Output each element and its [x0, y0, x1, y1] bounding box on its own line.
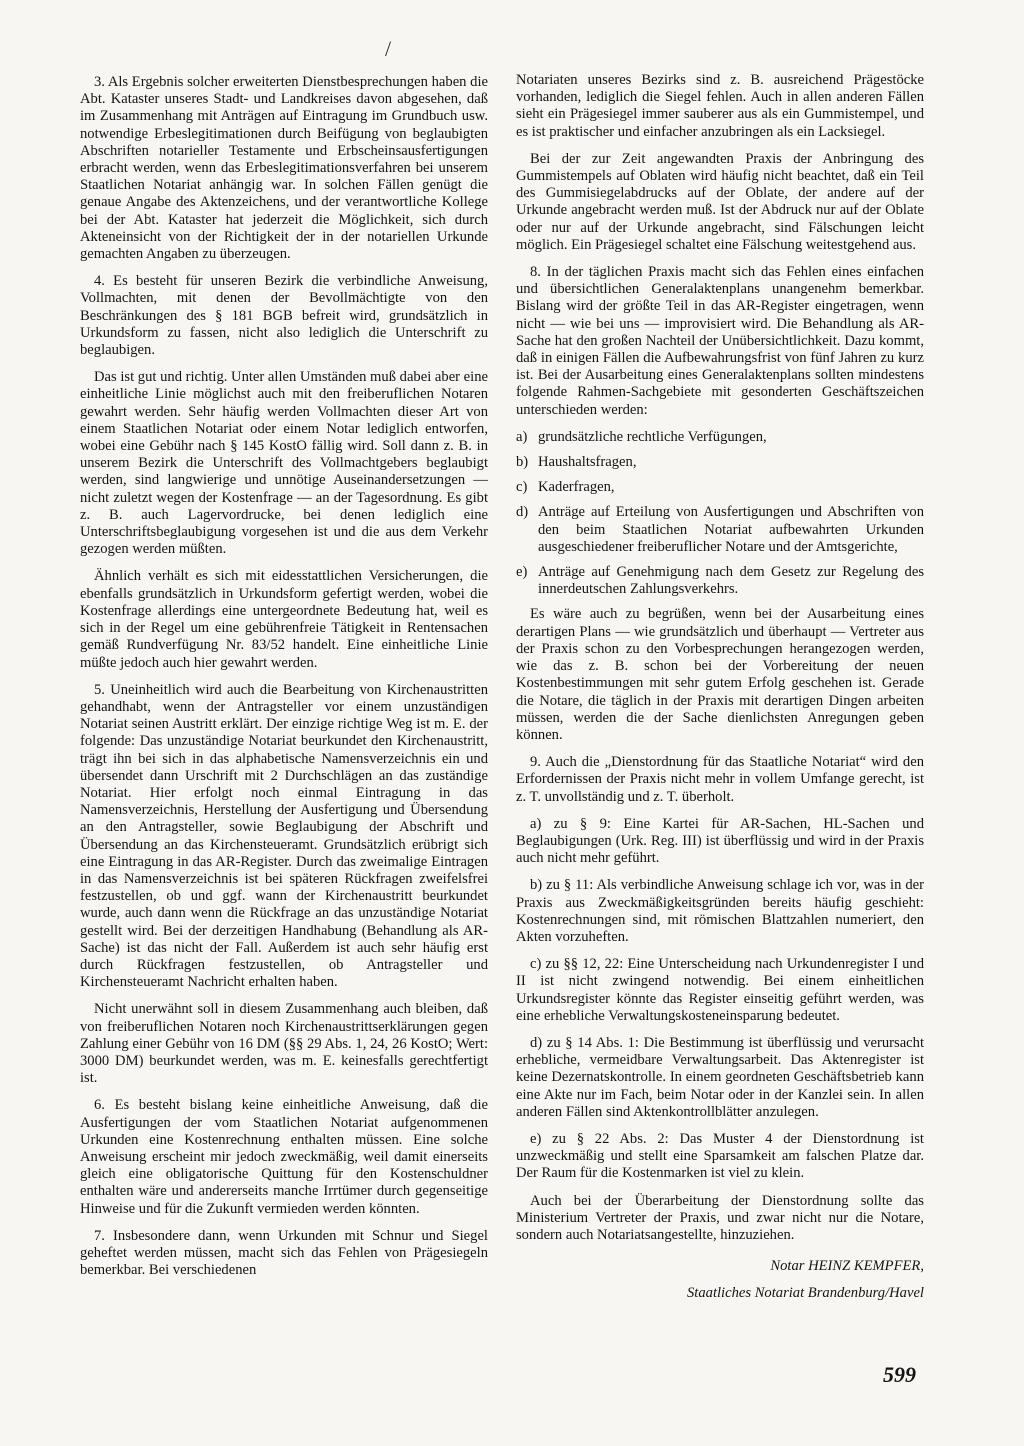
paragraph: Auch bei der Überarbeitung der Dienstordnung sollte das Ministerium Vertreter der Praxis, und zwar nicht nur die Notare, sondern auch Notariatsangestellte, hinzuziehen. — [516, 1192, 924, 1243]
paragraph: 8. In der täglichen Praxis macht sich das Fehlen eines einfachen und übersichtlichen Generalaktenplans unangenehm bemerkbar. Bislang wird der größte Teil in das AR-Register eingetragen, wenn nicht — wie bei uns — improvisiert wird. Die Behandlung als AR-Sache hat den großen Nachteil der Unübersichtlichkeit. Dazu kommt, daß in einigen Fällen die Aufbewahrungsfrist von fünf Jahren zu kurz ist. Bei der Ausarbeitung eines Generalaktenplans sollten mindestens folgende Rahmen-Sachgebiete mit gesonderten Geschäftszeichen unterschieden werden: — [516, 264, 924, 418]
paragraph: 5. Uneinheitlich wird auch die Bearbeitung von Kirchenaustritten gehandhabt, wenn der Antragsteller vor einem unzuständigen Notariat seinen Austritt erklärt. Der einzige richtige Weg ist m. E. der folgende: Das unzuständige Notariat beurkundet den Kirchenaustritt, trägt ihn bei sich in das alphabetische Namensverzeichnis ein und übersendet dann Urschrift mit 2 Durchschlägen an das zuständige Notariat. Hier erfolgt noch einmal Eintragung in das Namensverzeichnis, Herstellung der Ausfertigung und Übersendung an den Antragsteller, sowie Beglaubigung der Abschrift und Übersendung an das Kirchensteueramt. Grundsätzlich erübrigt sich eine Eintragung in das AR-Register. Durch das zweimalige Eintragen in das Namensverzeichnis ist bei späteren Rückfragen zweifelsfrei festzustellen, ob und ggf. wann der Kirchenaustritt beurkundet wurde, auch dann wenn die Rückfrage an das unzuständige Notariat gestellt wird. Bei der derzeitigen Handhabung (Behandlung als AR-Sache) ist das nicht der Fall. Außerdem ist auch sehr häufig erst durch Rückfragen festzustellen, ob Antragsteller und Kirchensteueramt Nachricht erhalten haben. — [80, 681, 488, 991]
paragraph: a) zu § 9: Eine Kartei für AR-Sachen, HL-Sachen und Beglaubigungen (Urk. Reg. III) ist überflüssig und wird in der Praxis auch nicht mehr geführt. — [516, 815, 924, 867]
list-label: c) — [516, 479, 528, 496]
paragraph: Es wäre auch zu begrüßen, wenn bei der Ausarbeitung eines derartigen Plans — wie grundsätzlich und überhaupt — Vertreter aus der Praxis schon zu den Vorbesprechungen herangezogen werden, wie das z. B. schon bei der Vorbereitung der neuen Kostenbestimmungen mit sehr gutem Erfolg geschehen ist. Gerade die Notare, die täglich in der Praxis mit derartigen Dingen arbeiten müssen, werden die der Sache dienlichsten Anregungen geben können. — [516, 606, 924, 743]
paragraph: Nicht unerwähnt soll in diesem Zusammenhang auch bleiben, daß von freiberuflichen Notaren noch Kirchenaustrittserklärungen gegen Zahlung einer Gebühr von 16 DM (§§ 29 Abs. 1, 24, 26 KostO; Wert: 3000 DM) beurkundet werden, was m. E. keinesfalls gerechtfertigt ist. — [80, 1001, 488, 1087]
list-label: b) — [516, 454, 529, 471]
list-label: d) — [516, 504, 529, 521]
paragraph: 3. Als Ergebnis solcher erweiterten Dienstbesprechungen haben die Abt. Kataster unseres Stadt- und Landkreises davon abgesehen, daß im Zusammenhang mit Anträgen auf Eintragung im Grundbuch usw. notwendige Erbeslegitimationen durch Beifügung von beglaubigten Abschriften notarieller Testamente und Erbscheinsausfertigungen erbracht werden, wenn das Erbeslegitimationsverfahren bei unserem Staatlichen Notariat anhängig war. In solchen Fällen genügt die genaue Angabe des Aktenzeichens, und der verantwortliche Kollege bei der Abt. Kataster hat jederzeit die Möglichkeit, sich durch Akteneinsicht von der Richtigkeit der in der notariellen Urkunde gemachten Angaben zu überzeugen. — [80, 74, 488, 263]
list-label: e) — [516, 564, 528, 581]
paragraph: 7. Insbesondere dann, wenn Urkunden mit Schnur und Siegel geheftet werden müssen, macht sich das Fehlen von Prägesiegeln bemerkbar. Bei verschiedenen — [80, 1227, 488, 1279]
right-column — [516, 72, 924, 1313]
list-item — [516, 429, 924, 446]
list-text: grundsätzliche rechtliche Verfügungen, — [538, 428, 767, 445]
list-item — [516, 564, 924, 598]
paragraph: 9. Auch die „Dienstordnung für das Staatliche Notariat“ wird den Erfordernissen der Praxis nicht mehr in vollem Umfange gerecht, ist z. T. unvollständig und z. T. überholt. — [516, 754, 924, 805]
list-text: Haushaltsfragen, — [538, 454, 637, 471]
paragraph: b) zu § 11: Als verbindliche Anweisung schlage ich vor, was in der Praxis aus Zweckmäßigkeitsgründen bereits häufig geschieht: Kostenrechnungen sind, mit römischen Blattzahlen numeriert, den Akten vorzuheften. — [516, 877, 924, 945]
paragraph: e) zu § 22 Abs. 2: Das Muster 4 der Dienstordnung ist unzweckmäßig und stellt eine Sparsamkeit am falschen Platze dar. Der Raum für die Kostenmarken ist viel zu klein. — [516, 1130, 924, 1182]
paragraph: d) zu § 14 Abs. 1: Die Bestimmung ist überflüssig und verursacht erhebliche, vermeidbare Verwaltungsarbeit. Das Aktenregister ist keine Dezernatskontrolle. In einem geordneten Geschäftsbetrieb kann eine Akte nur im Fach, beim Notar oder in der Kanzlei sein. In allen anderen Fällen sind Aktenkontrollblätter anzulegen. — [516, 1034, 924, 1120]
list-item — [516, 504, 924, 556]
signature-office: Staatliches Notariat Brandenburg/Havel — [687, 1285, 924, 1302]
left-column — [80, 74, 488, 1289]
paragraph-continued: Notariaten unseres Bezirks sind z. B. ausreichend Prägestöcke vorhanden, lediglich die Siegel fehlen. Auch in allen anderen Fällen sieht ein Prägesiegel immer sauberer aus als ein Gummistempel, und es ist praktischer und einfacher anzubringen als ein Lacksiegel. — [516, 72, 924, 140]
signature-name: Notar HEINZ KEMPFER, — [770, 1258, 924, 1275]
page-number: 599 — [883, 1362, 916, 1387]
paragraph: 4. Es besteht für unseren Bezirk die verbindliche Anweisung, Vollmachten, mit denen der Bevollmächtigte von den Beschränkungen des § 181 BGB befreit wird, grundsätzlich in Urkundsform zu fassen, nicht also lediglich die Unterschrift zu beglaubigen. — [80, 273, 488, 359]
list-text: Anträge auf Erteilung von Ausfertigungen und Abschriften von den beim Staatlichen Notariat aufbewahrten Urkunden ausgeschiedener freiberuflicher Notare und der Amtsgerichte, — [538, 504, 924, 555]
list-text: Kaderfragen, — [538, 479, 615, 496]
paragraph: Ähnlich verhält es sich mit eidesstattlichen Versicherungen, die ebenfalls grundsätzlich in Urkundsform gefertigt werden, wobei die Kostenfrage allerdings eine untergeordnete Bedeutung hat, weil es sich in der Regel um eine gebührenfreie Tätigkeit in Rentensachen gemäß Rundverfügung Nr. 83/52 handelt. Eine einheitliche Linie müßte jedoch auch hier gewahrt werden. — [80, 568, 488, 671]
list-item — [516, 479, 924, 496]
list-label: a) — [516, 428, 528, 445]
paragraph: 6. Es besteht bislang keine einheitliche Anweisung, daß die Ausfertigungen der vom Staatlichen Notariat aufgenommenen Urkunden eine Kostenrechnung enthalten müssen. Eine solche Anweisung erscheint mir jedoch zweckmäßig, weil damit einerseits gleich eine obligatorische Quittung für den Kostenschuldner enthalten wäre und andererseits manche Irrtümer durch gegenseitige Hinweise und für die Zukunft vermieden werden könnten. — [80, 1097, 488, 1217]
list-text: Anträge auf Genehmigung nach dem Gesetz zur Regelung des innerdeutschen Zahlungsverkehrs. — [538, 564, 924, 598]
paragraph: Das ist gut und richtig. Unter allen Umständen muß dabei aber eine einheitliche Linie möglichst auch mit den freiberuflichen Notaren gewahrt werden. Sehr häufig werden Vollmachten dieser Art von einem Staatlichen Notariat oder einem Notar lediglich entworfen, wobei eine Gebühr nach § 145 KostO fällig wird. Soll dann z. B. in unserem Bezirk die Unterschrift des Vollmachtgebers beglaubigt werden, sind langwierige und unnötige Auseinandersetzungen — nicht zuletzt wegen der Kostenfrage — an der Tagesordnung. Es gibt z. B. auch Lagervordrucke, bei denen lediglich eine Unterschriftsbeglaubigung vorgesehen ist und die aus dem Verkehr gezogen werden müßten. — [80, 369, 488, 558]
paragraph: c) zu §§ 12, 22: Eine Unterscheidung nach Urkundenregister I und II ist nicht zwingend notwendig. Bei einem einheitlichen Urkundsregister könnte das Register einseitig geführt werden, was eine erhebliche Verwaltungskosteneinsparung bedeutet. — [516, 956, 924, 1024]
margin-mark: / — [385, 36, 392, 61]
list-item — [516, 454, 924, 471]
paragraph: Bei der zur Zeit angewandten Praxis der Anbringung des Gummistempels auf Oblaten wird häufig nicht beachtet, daß ein Teil des Gummisiegelabdrucks auf der Oblate, der andere auf der Urkunde angebracht werden muß. Ist der Abdruck nur auf der Oblate oder nur auf der Urkunde angebracht, sind Fälschungen leicht möglich. Ein Prägesiegel schaltet eine Fälschung weitestgehend aus. — [516, 150, 924, 253]
